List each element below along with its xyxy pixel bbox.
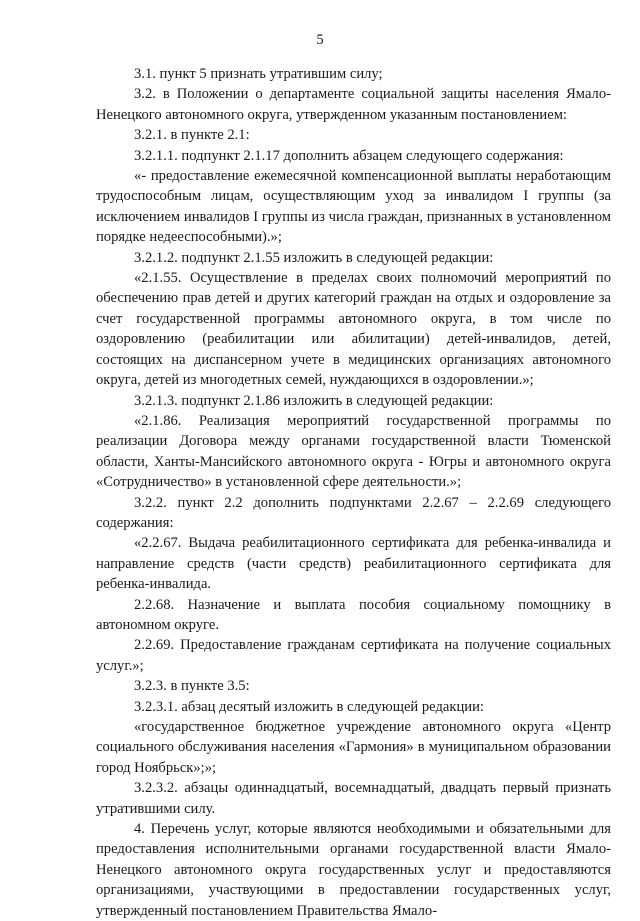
quote-2-2-67: «2.2.67. Выдача реабилитационного сертификата для ребенка-инвалида и направление средств (части средств) реабилитационного сертификата для ребенка-инвалида. [96,535,611,593]
paragraph-3-2: 3.2. в Положении о департаменте социальной защиты населения Ямало-Ненецкого автономного округа, утвержденном указанным постановлением: [96,86,611,123]
paragraph-3-2-1-2: 3.2.1.2. подпункт 2.1.55 изложить в следующей редакции: [134,249,494,266]
paragraph-3-2-1: 3.2.1. в пункте 2.1: [134,127,250,144]
paragraph-3-2-3-2: 3.2.3.2. абзацы одиннадцатый, восемнадцатый, двадцать первый признать утратившими силу. [96,780,611,817]
quote-2-2-69: 2.2.69. Предоставление гражданам сертификата на получение социальных услуг.»; [96,637,611,674]
paragraph-3-2-3: 3.2.3. в пункте 3.5: [134,678,250,695]
page-number: 5 [316,32,324,48]
paragraph-3-2-1-1: 3.2.1.1. подпункт 2.1.17 дополнить абзацем следующего содержания: [134,147,564,164]
paragraph-3-1: 3.1. пункт 5 признать утратившим силу; [134,66,383,82]
paragraph-3-2-1-3: 3.2.1.3. подпункт 2.1.86 изложить в следующей редакции: [134,392,494,409]
quote-2-1-86: «2.1.86. Реализация мероприятий государственной программы по реализации Договора между органами государственной власти Тюменской области, Ханты-Мансийского автономного округа - Югры и автономного округа «Сотрудничество» в установленной сфере деятельности.»; [96,412,611,491]
paragraph-3-2-3-1: 3.2.3.1. абзац десятый изложить в следующей редакции: [134,698,484,715]
paragraph-4: 4. Перечень услуг, которые являются необходимыми и обязательными для предоставления исполнительными органами государственной власти Ямало-Ненецкого автономного округа государственных услуг и предоставляются организациями, участвующими в предоставлении государственных услуг, утвержденный постановлением Правительства Ямало- [96,821,611,919]
quote-2-1-55: «2.1.55. Осуществление в пределах своих полномочий мероприятий по обеспечению прав детей и других категорий граждан на отдых и оздоровление за счет государственной программы автономного округа, в том числе по оздоровлению (реабилитации или абилитации) детей-инвалидов, детей, состоящих на диспансерном учете в медицинских организациях автономного округа, детей из многодетных семей, нуждающихся в оздоровлении.»; [96,270,611,389]
document-body [96,64,611,921]
quote-abzac-desyatyi: «государственное бюджетное учреждение автономного округа «Центр социального обслуживания населения «Гармония» в муниципальном образовании город Ноябрьск»;»; [96,719,611,776]
quote-2-1-17-addition: «- предоставление ежемесячной компенсационной выплаты неработающим трудоспособным лицам, осуществляющим уход за инвалидом I группы (за исключением инвалидов I группы из числа граждан, признанных в установленном порядке недееспособными).»; [96,168,611,246]
quote-2-2-68: 2.2.68. Назначение и выплата пособия социальному помощнику в автономном округе. [96,596,611,633]
paragraph-3-2-2: 3.2.2. пункт 2.2 дополнить подпунктами 2.2.67 – 2.2.69 следующего содержания: [96,494,611,531]
